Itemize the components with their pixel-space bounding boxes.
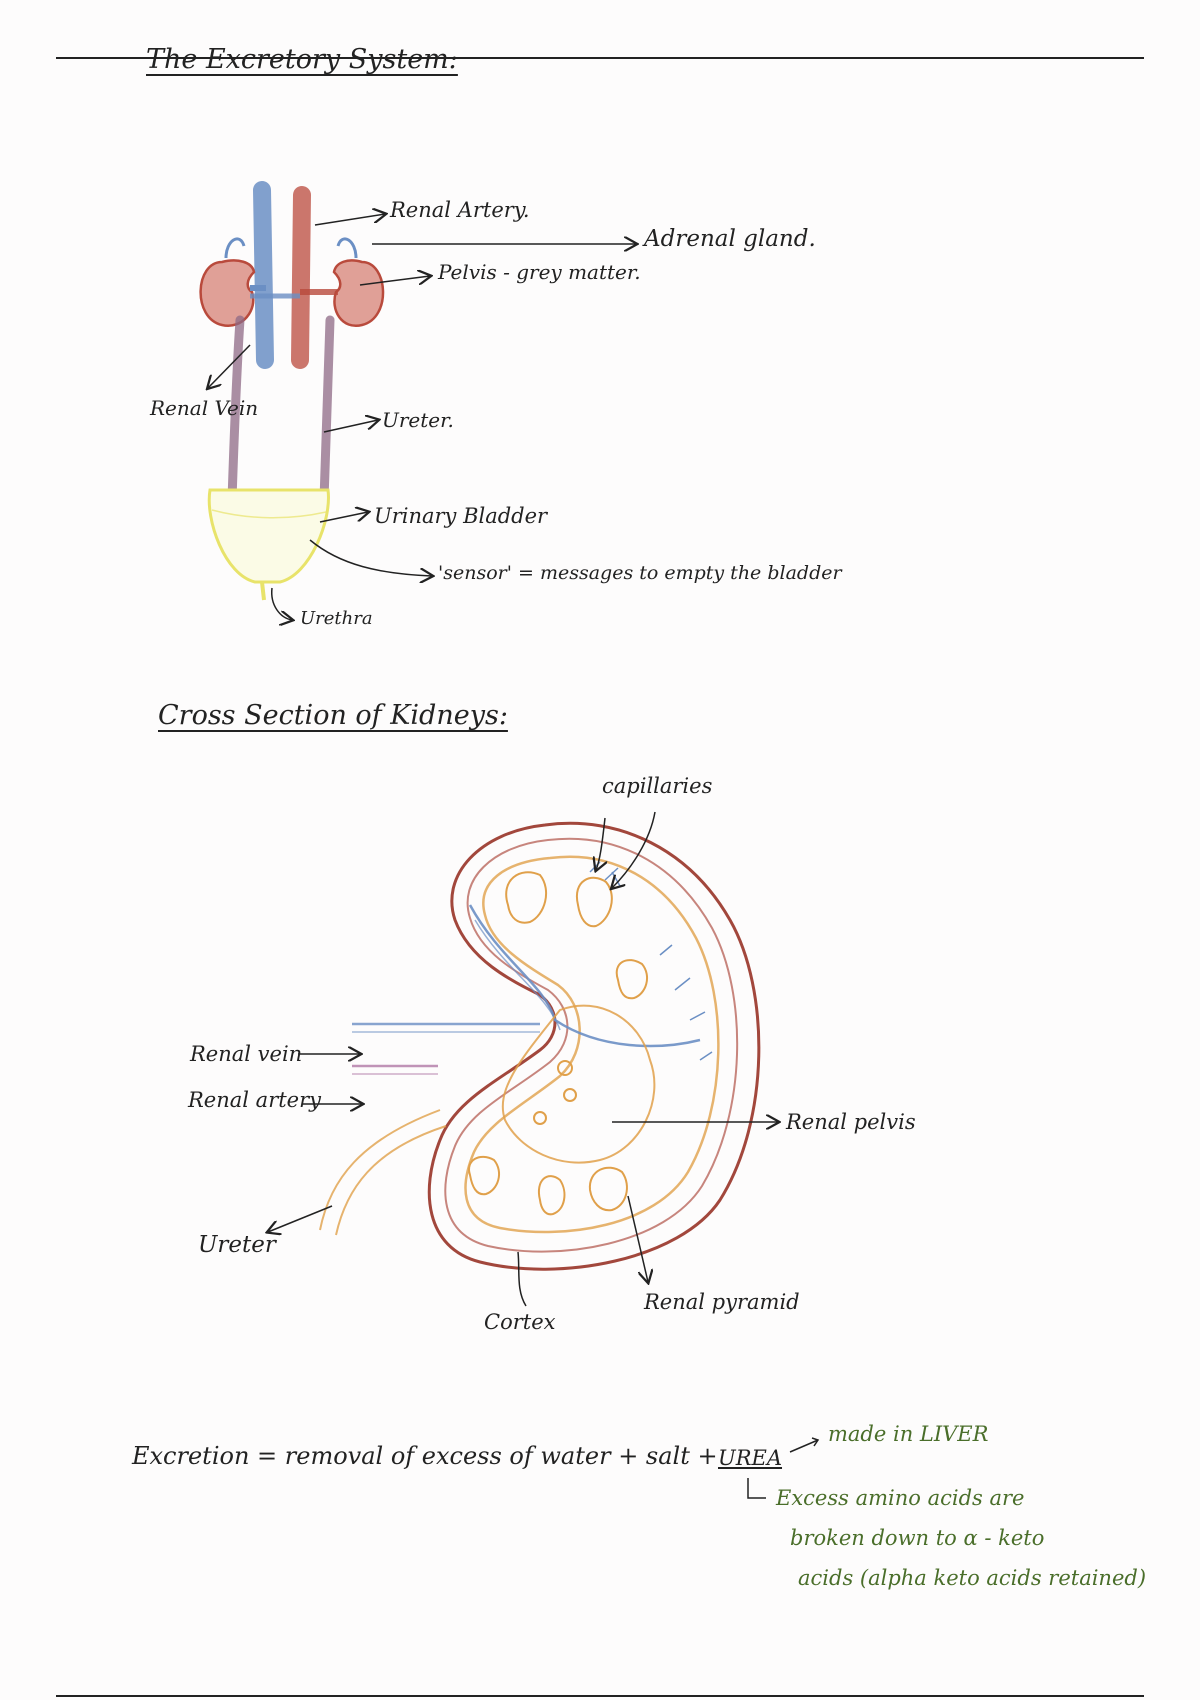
label-ureter: Ureter bbox=[198, 1232, 276, 1258]
note-line-2: broken down to α - keto bbox=[790, 1526, 1045, 1550]
pyramid-3 bbox=[617, 960, 647, 998]
pyramid-2 bbox=[577, 878, 612, 926]
label-urethra: Urethra bbox=[300, 608, 373, 629]
pyramid-5 bbox=[539, 1176, 565, 1214]
label-ureter-top: Ureter. bbox=[382, 408, 454, 432]
pyramid-1 bbox=[506, 872, 546, 922]
note-line-3: acids (alpha keto acids retained) bbox=[798, 1566, 1147, 1590]
note-made-in-liver: made in LIVER bbox=[828, 1422, 989, 1446]
pyramid-6 bbox=[590, 1168, 627, 1211]
ext-ureter bbox=[320, 1110, 446, 1235]
pyramid-4 bbox=[469, 1157, 499, 1194]
label-adrenal-gland: Adrenal gland. bbox=[644, 226, 816, 252]
label-renal-vein: Renal vein bbox=[190, 1042, 303, 1066]
label-renal-artery: Renal artery bbox=[188, 1088, 322, 1112]
section-title-cross-section: Cross Section of Kidneys: bbox=[158, 700, 508, 731]
label-sensor: 'sensor' = messages to empty the bladder bbox=[438, 562, 842, 584]
note-line-1: Excess amino acids are bbox=[776, 1486, 1025, 1510]
label-cortex: Cortex bbox=[484, 1310, 556, 1334]
capillaries bbox=[590, 862, 712, 1060]
label-renal-pyramid: Renal pyramid bbox=[644, 1290, 800, 1314]
label-renal-pelvis: Renal pelvis bbox=[786, 1110, 916, 1134]
page-title: The Excretory System: bbox=[146, 44, 458, 75]
label-renal-artery: Renal Artery. bbox=[390, 198, 530, 222]
note-excretion: Excretion = removal of excess of water + salt + bbox=[132, 1442, 718, 1470]
label-urinary-bladder: Urinary Bladder bbox=[374, 504, 548, 528]
note-urea: UREA bbox=[718, 1446, 783, 1470]
label-renal-vein-top: Renal Vein bbox=[150, 396, 259, 420]
bottom-rule bbox=[56, 1695, 1144, 1697]
label-capillaries: capillaries bbox=[602, 774, 713, 798]
label-pelvis: Pelvis - grey matter. bbox=[438, 260, 641, 284]
